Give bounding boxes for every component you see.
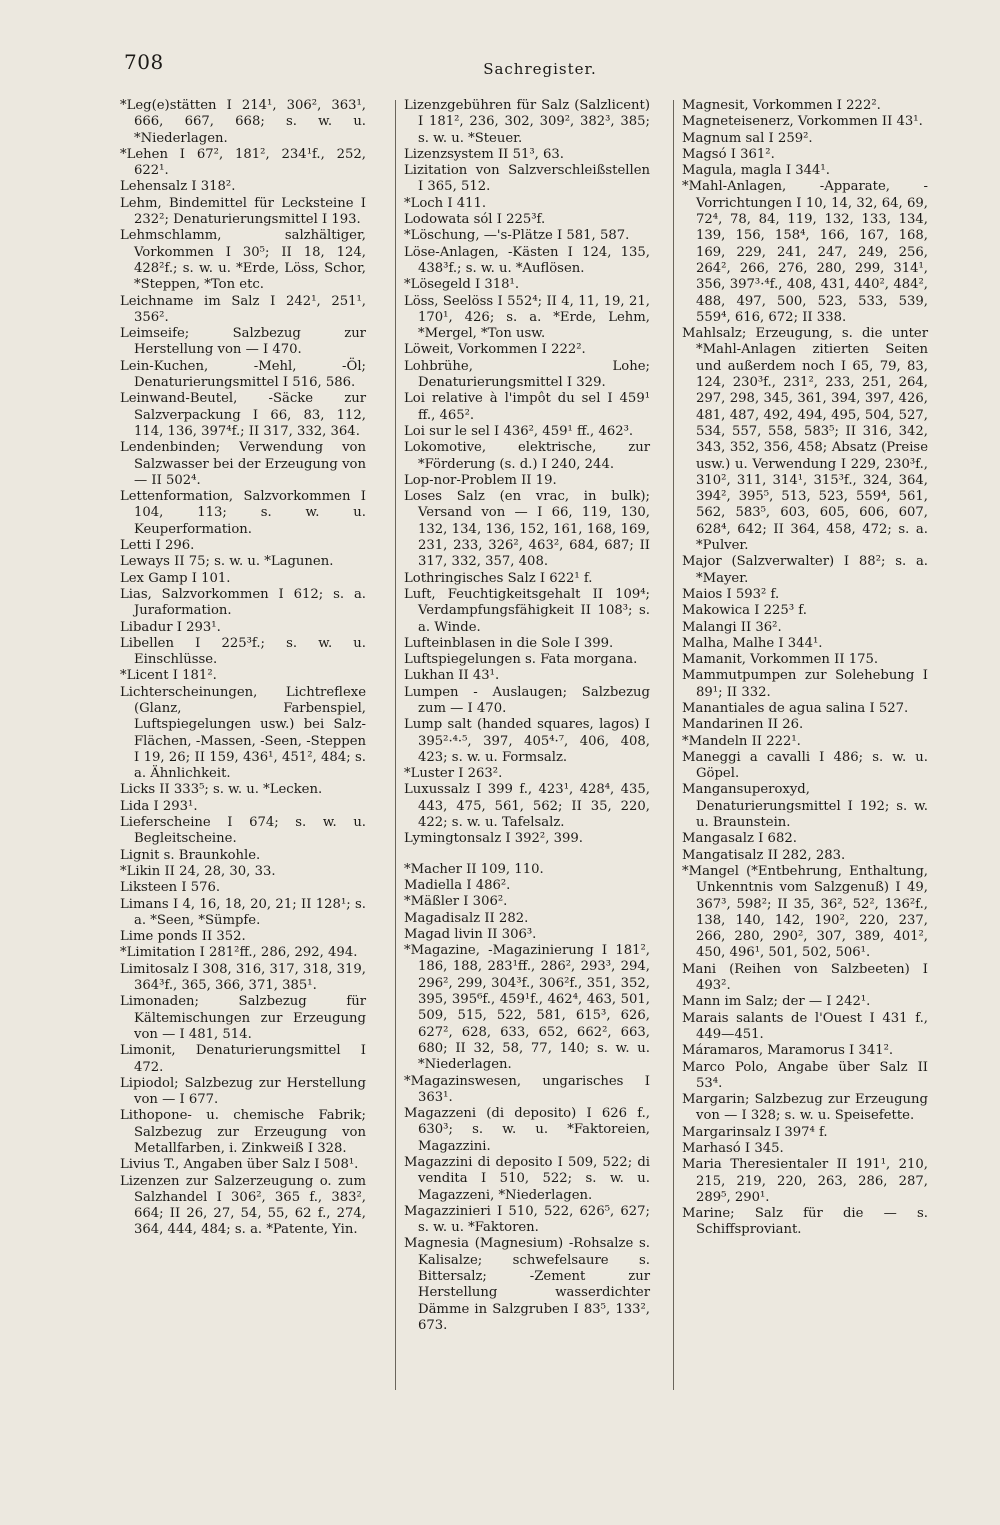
index-entry: Magadisalz II 282. (404, 910, 529, 926)
index-entry: Lias, Salzvorkommen I 612; s. a. Juraformation. (120, 586, 366, 619)
index-entry: Lieferscheine I 674; s. w. u. Begleitscheine. (120, 815, 366, 847)
index-entry: Löweit, Vorkommen I 222². (404, 342, 586, 358)
index-entry: Lokomotive, elektrische, zur *Förderung (s. d.) I 240, 244. (404, 440, 650, 472)
index-entry: Lithopone- u. chemische Fabrik; Salzbezug zur Erzeugung von Metallfarben, i. Zinkweiß I 328. (120, 1108, 366, 1156)
index-entry: Lipiodol; Salzbezug zur Herstellung von — I 677. (120, 1075, 366, 1108)
index-entry: Mamanit, Vorkommen II 175. (682, 652, 879, 668)
index-entry: Malha, Malhe I 344¹. (682, 635, 823, 651)
index-entry: Leinwand-Beutel, -Säcke zur Salzverpackung I 66, 83, 112, 114, 136, 397⁴f.; II 317, 332, 364. (120, 391, 366, 439)
running-title: Sachregister. (483, 60, 597, 78)
index-entry: *Macher II 109, 110. (404, 861, 544, 877)
index-column-2 (404, 98, 650, 1334)
index-entry: Lizenzen zur Salzerzeugung o. zum Salzhandel I 306², 365 f., 383², 664; II 26, 27, 54, 55, 62 f., 274, 364, 444, 484; s. a. *Patente, Yin. (120, 1173, 366, 1238)
index-entry: *Loch I 411. (404, 195, 487, 211)
index-entry: Marais salants de l'Ouest I 431 f., 449—451. (682, 1010, 928, 1042)
index-entry: Lehmschlamm, salzhältiger, Vorkommen I 30⁵; II 18, 124, 428²f.; s. w. u. *Erde, Löss, Schor, *Steppen, *Ton etc. (120, 228, 366, 293)
index-entry: Lettenformation, Salzvorkommen I 104, 113; s. w. u. Keuperformation. (120, 489, 366, 537)
index-entry: Malangi II 36². (682, 619, 782, 635)
index-entry: Libadur I 293¹. (120, 619, 221, 635)
column-divider (673, 100, 674, 1390)
index-entry: Magad livin II 306³. (404, 926, 537, 942)
index-entry: Lein-Kuchen, -Mehl, -Öl; Denaturierungsmittel I 516, 586. (120, 358, 366, 391)
index-entry: Lodowata sól I 225³f. (404, 212, 546, 228)
index-entry: Lida I 293¹. (120, 798, 198, 814)
index-entry: *Lösegeld I 318¹. (404, 277, 520, 293)
index-column-1 (120, 98, 366, 1239)
index-entry: Loi relative à l'impôt du sel I 459¹ ff., 465². (404, 391, 650, 423)
index-entry: Mandarinen II 26. (682, 717, 804, 733)
index-entry: *Leg(e)stätten I 214¹, 306², 363¹, 666, 667, 668; s. w. u. *Niederlagen. (120, 98, 366, 146)
index-entry: Manantiales de agua salina I 527. (682, 700, 909, 716)
index-entry: Magnesia (Magnesium) -Rohsalze s. Kalisalze; schwefelsaure s. Bittersalz; -Zement zur Herstellung wasserdichter Dämme in Salzgruben I 83⁵, 133², 673. (404, 1236, 650, 1333)
index-entry: *Lehen I 67², 181², 234¹f., 252, 622¹. (120, 146, 366, 179)
index-entry: Limonaden; Salzbezug für Kältemischungen zur Erzeugung von — I 481, 514. (120, 994, 366, 1042)
index-entry: *Magazine, -Magazinierung I 181², 186, 188, 283¹ff., 286², 293³, 294, 296², 299, 304³f., 306²f., 351, 352, 395, 395⁶f., 459¹f., 462⁴, 463, 501, 509, 515, 522, 581, 615³, 626, 627², 628, 633, 652, 662², 663, 680; II 32, 58, 77, 140; s. w. u. *Niederlagen. (404, 943, 650, 1073)
index-entry: Lendenbinden; Verwendung von Salzwasser bei der Erzeugung von — II 502⁴. (120, 440, 366, 488)
index-entry: Lime ponds II 352. (120, 929, 246, 945)
index-entry: Magazzinieri I 510, 522, 626⁵, 627; s. w. u. *Faktoren. (404, 1203, 650, 1236)
index-entry: Magnesit, Vorkommen I 222². (682, 98, 881, 113)
index-entry: Loi sur le sel I 436², 459¹ ff., 462³. (404, 423, 634, 439)
index-entry: Luftspiegelungen s. Fata morgana. (404, 652, 638, 668)
letter-section-gap (404, 848, 650, 862)
index-entry: Livius T., Angaben über Salz I 508¹. (120, 1157, 359, 1173)
index-entry: Lump salt (handed squares, lagos) I 395²·⁴·⁵, 397, 405⁴·⁷, 406, 408, 423; s. w. u. Formsalz. (404, 717, 650, 765)
index-entry: Marine; Salz für die — s. Schiffsproviant. (682, 1206, 928, 1238)
index-entry: Libellen I 225³f.; s. w. u. Einschlüsse. (120, 635, 366, 668)
index-entry: Margarinsalz I 397⁴ f. (682, 1124, 828, 1140)
index-entry: Madiella I 486². (404, 877, 511, 893)
index-entry: Leimseife; Salzbezug zur Herstellung von — I 470. (120, 326, 366, 358)
index-entry: Margarin; Salzbezug zur Erzeugung von — I 328; s. w. u. Speisefette. (682, 1092, 928, 1124)
index-column-3 (682, 98, 928, 1239)
index-entry: Maneggi a cavalli I 486; s. w. u. Göpel. (682, 749, 928, 782)
index-entry: Mani (Reihen von Salzbeeten) I 493². (682, 961, 928, 994)
index-entry: Luxussalz I 399 f., 423¹, 428⁴, 435, 443, 475, 561, 562; II 35, 220, 422; s. w. u. Tafelsalz. (404, 782, 650, 831)
index-entry: Lothringisches Salz I 622¹ f. (404, 570, 593, 586)
index-entry: Leichname im Salz I 242¹, 251¹, 356². (120, 293, 366, 325)
index-entry: Maios I 593² f. (682, 586, 780, 602)
page-number: 708 (124, 50, 164, 74)
index-entry: *Mangel (*Entbehrung, Enthaltung, Unkenntnis vom Salzgenuß) I 49, 367³, 598²; II 35, 36², 52², 136²f., 138, 140, 142, 190², 220, 237, 266, 280, 290², 307, 389, 401², 450, 496¹, 501, 502, 506¹. (682, 863, 928, 961)
index-entry: Lizenzgebühren für Salz (Salzlicent) I 181², 236, 302, 309², 382³, 385; s. w. u. *Steuer. (404, 98, 650, 146)
index-entry: *Licent I 181². (120, 668, 217, 684)
index-entry: Licks II 333⁵; s. w. u. *Lecken. (120, 782, 323, 798)
index-entry: *Mäßler I 306². (404, 894, 508, 910)
index-entry: Máramaros, Maramorus I 341². (682, 1043, 894, 1059)
index-entry: Lumpen - Auslaugen; Salzbezug zum — I 470. (404, 684, 650, 716)
index-entry: Magneteisenerz, Vorkommen II 43¹. (682, 114, 923, 130)
index-entry: *Magazinswesen, ungarisches I 363¹. (404, 1073, 650, 1105)
index-entry: Major (Salzverwalter) I 88²; s. a. *Mayer. (682, 554, 928, 586)
index-entry: Magsó I 361². (682, 146, 775, 162)
index-entry: Loses Salz (en vrac, in bulk); Versand von — I 66, 119, 130, 132, 134, 136, 152, 161, 168, 169, 231, 233, 326², 463², 684, 687; II 317, 332, 357, 408. (404, 489, 650, 570)
index-entry: Liksteen I 576. (120, 880, 221, 896)
index-entry: Lehensalz I 318². (120, 179, 236, 195)
index-entry: Marco Polo, Angabe über Salz II 53⁴. (682, 1059, 928, 1091)
index-entry: Lizenzsystem II 51³, 63. (404, 146, 564, 162)
index-entry: Lufteinblasen in die Sole I 399. (404, 635, 614, 651)
index-entry: Magula, magla I 344¹. (682, 163, 830, 179)
index-entry: Mangatisalz II 282, 283. (682, 847, 846, 863)
index-entry: Magnum sal I 259². (682, 130, 813, 146)
index-entry: Mahlsalz; Erzeugung, s. die unter *Mahl-Anlagen zitierten Seiten und außerdem noch I 65, 79, 83, 124, 230³f., 231², 233, 251, 264, 297, 298, 345, 361, 394, 397, 426, 481, 487, 492, 494, 495, 504, 527, 534, 557, 558, 583⁵; II 316, 342, 343, 352, 356, 458; Absatz (Preise usw.) u. Verwendung I 229, 230³f., 310², 311, 314¹, 315³f., 324, 364, 394², 395⁵, 513, 523, 559⁴, 561, 562, 583⁵, 603, 605, 606, 607, 628⁴, 642; II 364, 458, 472; s. a. *Pulver. (682, 326, 928, 554)
index-entry: Magazzini di deposito I 509, 522; di vendita I 510, 522; s. w. u. Magazzeni, *Niederlagen. (404, 1155, 650, 1203)
index-entry: Mammutpumpen zur Solehebung I 89¹; II 332. (682, 668, 928, 700)
index-entry: Lohbrühe, Lohe; Denaturierungsmittel I 329. (404, 358, 650, 391)
index-entry: Lehm, Bindemittel für Lecksteine I 232²; Denaturierungsmittel I 193. (120, 195, 366, 228)
index-entry: Lymingtonsalz I 392², 399. (404, 831, 583, 847)
index-entry: Limans I 4, 16, 18, 20, 21; II 128¹; s. a. *Seen, *Sümpfe. (120, 896, 366, 928)
index-entry: *Löschung, —'s-Plätze I 581, 587. (404, 228, 630, 244)
column-divider (395, 100, 396, 1390)
index-entry: Leways II 75; s. w. u. *Lagunen. (120, 554, 334, 570)
index-entry: Lignit s. Braunkohle. (120, 847, 261, 863)
index-entry: Limitosalz I 308, 316, 317, 318, 319, 364³f., 365, 366, 371, 385¹. (120, 961, 366, 994)
index-entry: Luft, Feuchtigkeitsgehalt II 109⁴; Verdampfungsfähigkeit II 108³; s. a. Winde. (404, 586, 650, 635)
index-entry: Lichterscheinungen, Lichtreflexe (Glanz, Farbenspiel, Luftspiegelungen usw.) bei Salz-Flächen, -Massen, -Seen, -Steppen I 19, 26; II 159, 436¹, 451², 484; s. a. Ähnlichkeit. (120, 684, 366, 782)
index-entry: Lukhan II 43¹. (404, 668, 500, 684)
index-entry: Löss, Seelöss I 552⁴; II 4, 11, 19, 21, 170¹, 426; s. a. *Erde, Lehm, *Mergel, *Ton usw. (404, 293, 650, 342)
index-entry: Lizitation von Salzverschleißstellen I 365, 512. (404, 163, 650, 195)
index-entry: *Mahl-Anlagen, -Apparate, -Vorrichtungen I 10, 14, 32, 64, 69, 72⁴, 78, 84, 119, 132, 133, 134, 139, 156, 158⁴, 166, 167, 168, 169, 229, 241, 247, 249, 256, 264², 266, 276, 280, 299, 314¹, 356, 397³·⁴f., 408, 431, 440², 484², 488, 497, 500, 523, 533, 539, 559⁴, 616, 672; II 338. (682, 179, 928, 325)
index-entry: Löse-Anlagen, -Kästen I 124, 135, 438³f.; s. w. u. *Auflösen. (404, 244, 650, 276)
index-entry: Limonit, Denaturierungsmittel I 472. (120, 1043, 366, 1075)
index-entry: *Mandeln II 222¹. (682, 733, 801, 749)
index-entry: Makowica I 225³ f. (682, 603, 807, 619)
index-entry: Mann im Salz; der — I 242¹. (682, 994, 871, 1010)
index-entry: *Luster I 263². (404, 766, 503, 782)
index-entry: *Limitation I 281²ff., 286, 292, 494. (120, 945, 358, 961)
index-entry: Lop-nor-Problem II 19. (404, 472, 557, 488)
index-entry: Magazzeni (di deposito) I 626 f., 630³; s. w. u. *Faktoreien, Magazzini. (404, 1106, 650, 1154)
index-entry: Lex Gamp I 101. (120, 570, 231, 586)
index-entry: Marhasó I 345. (682, 1141, 784, 1156)
index-entry: Maria Theresientaler II 191¹, 210, 215, 219, 220, 263, 286, 287, 289⁵, 290¹. (682, 1157, 928, 1205)
index-entry: *Likin II 24, 28, 30, 33. (120, 863, 276, 879)
index-entry: Mangansuperoxyd, Denaturierungsmittel I 192; s. w. u. Braunstein. (682, 782, 928, 831)
index-entry: Letti I 296. (120, 538, 195, 554)
index-entry: Mangasalz I 682. (682, 831, 797, 847)
